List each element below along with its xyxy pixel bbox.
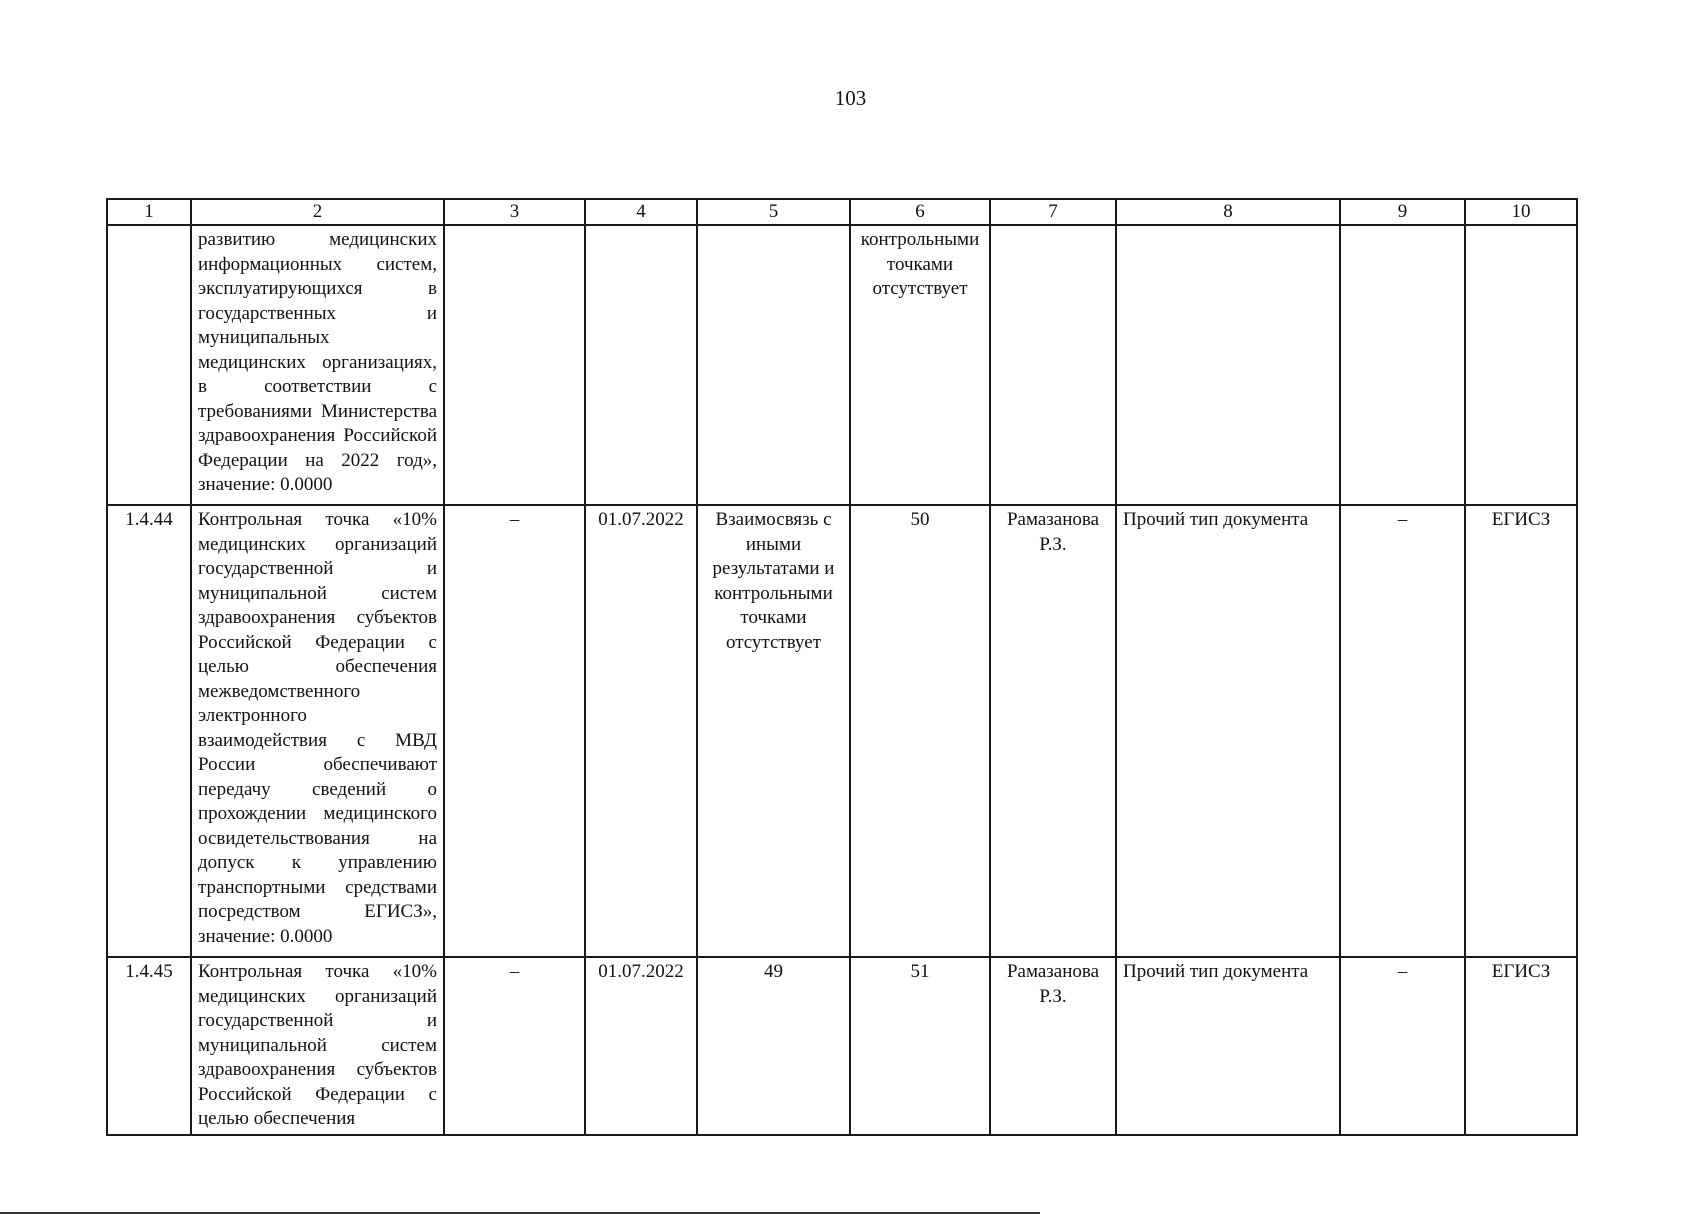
cell-col5: Взаимосвязь с иными результатами и контрольными точками отсутствует xyxy=(697,505,850,957)
column-header-8: 8 xyxy=(1116,199,1340,225)
cell-number: 1.4.44 xyxy=(107,505,191,957)
cell-col6: контрольными точками отсутствует xyxy=(850,225,990,505)
cell-responsible xyxy=(990,225,1116,505)
column-header-9: 9 xyxy=(1340,199,1465,225)
page-number: 103 xyxy=(834,86,867,110)
cell-col3: – xyxy=(444,505,585,957)
cell-description: Контрольная точка «10% медицинских организаций государственной и муниципальной систем здравоохранения субъектов Российской Федерации с целью обеспечения xyxy=(191,957,444,1135)
cell-col6: 51 xyxy=(850,957,990,1135)
cell-description: развитию медицинских информационных систем, эксплуатирующихся в государственных и муниципальных медицинских организациях, в соответствии с требованиями Министерства здравоохранения Российской Федерации на 2022 год», значение: 0.0000 xyxy=(191,225,444,505)
cell-doc-type: Прочий тип документа xyxy=(1116,505,1340,957)
cell-number: 1.4.45 xyxy=(107,957,191,1135)
column-header-4: 4 xyxy=(585,199,697,225)
column-header-5: 5 xyxy=(697,199,850,225)
cell-responsible: Рамазанова Р.З. xyxy=(990,505,1116,957)
cell-col5: 49 xyxy=(697,957,850,1135)
cell-doc-type xyxy=(1116,225,1340,505)
cell-date: 01.07.2022 xyxy=(585,957,697,1135)
cell-col9: – xyxy=(1340,505,1465,957)
cell-system: ЕГИСЗ xyxy=(1465,505,1577,957)
column-header-7: 7 xyxy=(990,199,1116,225)
cell-col9 xyxy=(1340,225,1465,505)
column-header-1: 1 xyxy=(107,199,191,225)
cell-date: 01.07.2022 xyxy=(585,505,697,957)
table-row-continuation xyxy=(107,225,1577,505)
cell-system xyxy=(1465,225,1577,505)
header-row xyxy=(107,199,1577,225)
table-row xyxy=(107,505,1577,957)
column-header-3: 3 xyxy=(444,199,585,225)
cell-doc-type: Прочий тип документа xyxy=(1116,957,1340,1135)
cell-col9: – xyxy=(1340,957,1465,1135)
cell-col3 xyxy=(444,225,585,505)
cell-col6: 50 xyxy=(850,505,990,957)
cell-date xyxy=(585,225,697,505)
cell-col5 xyxy=(697,225,850,505)
column-header-6: 6 xyxy=(850,199,990,225)
cell-system: ЕГИСЗ xyxy=(1465,957,1577,1135)
column-header-10: 10 xyxy=(1465,199,1577,225)
cell-col3: – xyxy=(444,957,585,1135)
cell-responsible: Рамазанова Р.З. xyxy=(990,957,1116,1135)
column-header-2: 2 xyxy=(191,199,444,225)
cell-number xyxy=(107,225,191,505)
plan-table xyxy=(106,198,1578,1136)
table-row xyxy=(107,957,1577,1135)
cell-description: Контрольная точка «10% медицинских организаций государственной и муниципальной систем здравоохранения субъектов Российской Федерации с целью обеспечения межведомственного электронного взаимодействия с МВД России обеспечивают передачу сведений о прохождении медицинского освидетельствования на допуск к управлению транспортными средствами посредством ЕГИСЗ», значение: 0.0000 xyxy=(191,505,444,957)
